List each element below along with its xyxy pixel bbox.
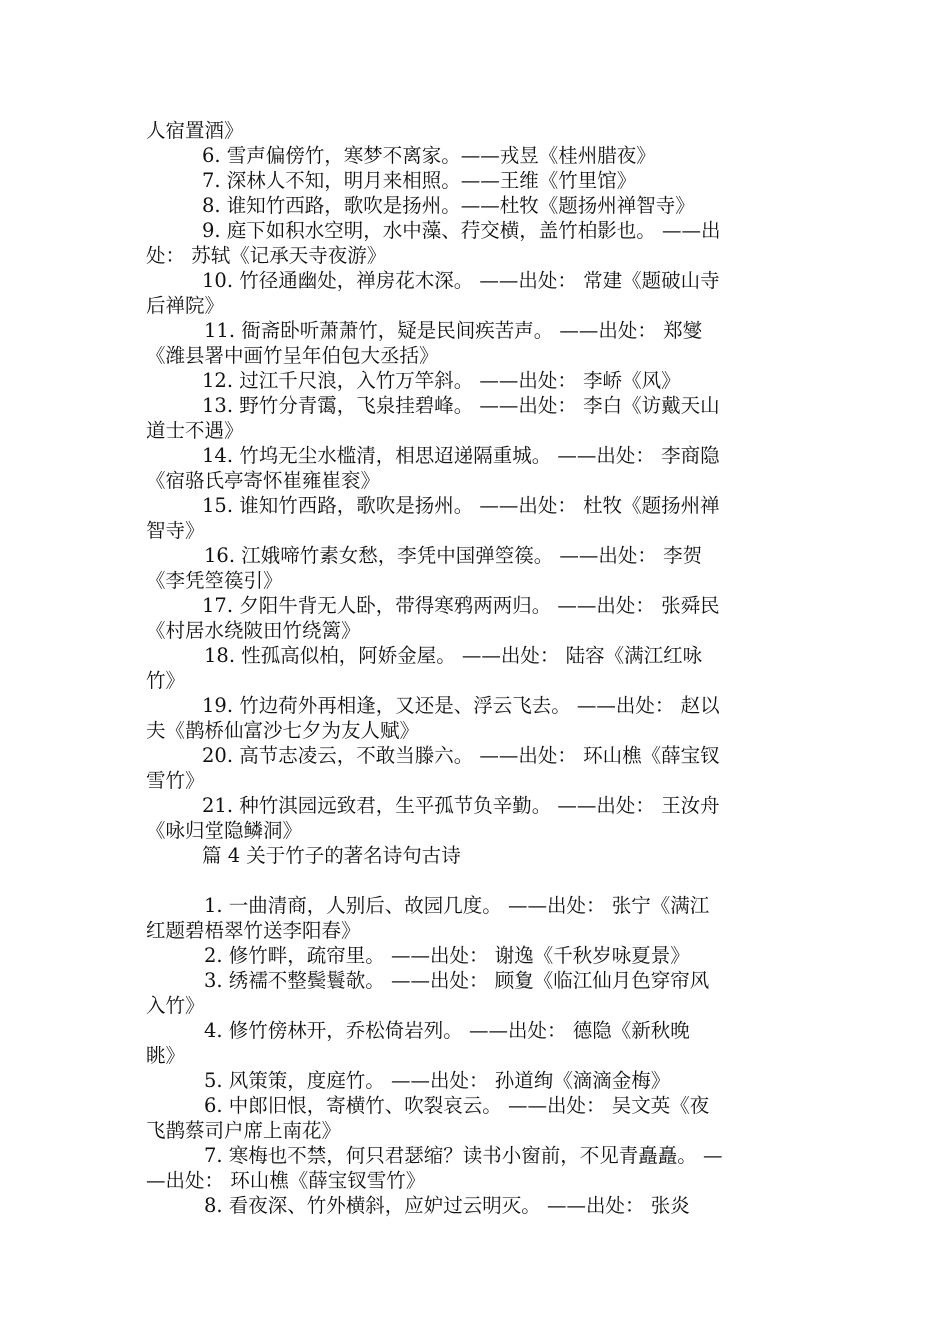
text-line: 6. 中郎旧恨，寄横竹、吹裂哀云。 ——出处： 吴文英《夜 — [204, 1094, 710, 1117]
text-line: 飞鹊蔡司户席上南花》 — [146, 1119, 342, 1142]
text-line: 夫《鹊桥仙富沙七夕为友人赋》 — [146, 719, 420, 742]
text-line: 《潍县署中画竹呈年伯包大丞括》 — [146, 344, 439, 367]
text-line: 眺》 — [146, 1044, 186, 1067]
text-line: 20. 高节志凌云，不敢当滕六。 ——出处： 环山樵《薛宝钗 — [202, 744, 720, 767]
text-line: 《村居水绕陂田竹绕篱》 — [146, 619, 361, 642]
text-line: 8. 谁知竹西路，歌吹是扬州。——杜牧《题扬州禅智寺》 — [202, 194, 695, 217]
text-line: 18. 性孤高似柏，阿娇金屋。 ——出处： 陆容《满江红咏 — [204, 644, 703, 667]
text-line: 7. 深林人不知，明月来相照。——王维《竹里馆》 — [202, 169, 637, 192]
text-line: 7. 寒梅也不禁，何只君瑟缩？读书小窗前，不见青矗矗。 — — [204, 1144, 723, 1167]
text-line: 2. 修竹畔，疏帘里。 ——出处： 谢逸《千秋岁咏夏景》 — [204, 944, 690, 967]
text-line: 8. 看夜深、竹外横斜，应妒过云明灭。 ——出处： 张炎 — [204, 1194, 690, 1217]
text-line: 14. 竹坞无尘水槛清，相思迢递隔重城。 ——出处： 李商隐 — [202, 444, 720, 467]
text-line: 16. 江娥啼竹素女愁，李凭中国弹箜篌。 ——出处： 李贺 — [204, 544, 703, 567]
text-line: 红题碧梧翠竹送李阳春》 — [146, 919, 361, 942]
text-line: 处： 苏轼《记承天寺夜游》 — [146, 244, 387, 267]
text-line: 17. 夕阳牛背无人卧，带得寒鸦两两归。 ——出处： 张舜民 — [202, 594, 720, 617]
text-line: 竹》 — [146, 669, 186, 692]
text-line: 15. 谁知竹西路，歌吹是扬州。 ——出处： 杜牧《题扬州禅 — [202, 494, 720, 517]
text-line: 1. 一曲清商，人别后、故园几度。 ——出处： 张宁《满江 — [204, 894, 710, 917]
text-line: 《李凭箜篌引》 — [146, 569, 283, 592]
text-line: 9. 庭下如积水空明，水中藻、荇交横，盖竹柏影也。 ——出 — [202, 219, 721, 242]
text-line: 《咏归堂隐鳞洞》 — [146, 819, 303, 842]
text-line: 4. 修竹傍林开，乔松倚岩列。 ——出处： 德隐《新秋晚 — [204, 1019, 690, 1042]
blank-line — [146, 868, 806, 893]
text-line: 19. 竹边荷外再相逢，又还是、浮云飞去。 ——出处： 赵以 — [202, 694, 720, 717]
text-line: 道士不遇》 — [146, 419, 244, 442]
text-line: 后禅院》 — [146, 294, 225, 317]
text-line: 21. 种竹淇园远致君，生平孤节负辛勤。 ——出处： 王汝舟 — [202, 794, 720, 817]
text-line: 3. 绣襦不整鬓鬟欹。 ——出处： 顾夐《临江仙月色穿帘风 — [204, 969, 710, 992]
text-line: 雪竹》 — [146, 769, 205, 792]
text-line: 智寺》 — [146, 519, 205, 542]
text-line: 《宿骆氏亭寄怀崔雍崔衮》 — [146, 469, 381, 492]
poem-list — [146, 118, 806, 1218]
text-line: 6. 雪声偏傍竹，寒梦不离家。——戎昱《桂州腊夜》 — [202, 144, 656, 167]
section-heading: 篇 4 关于竹子的著名诗句古诗 — [202, 844, 461, 867]
text-line: 11. 衙斋卧听萧萧竹，疑是民间疾苦声。 ——出处： 郑燮 — [204, 319, 703, 342]
text-line: 13. 野竹分青霭，飞泉挂碧峰。 ——出处： 李白《访戴天山 — [202, 394, 720, 417]
text-line: 入竹》 — [146, 994, 205, 1017]
text-line: 10. 竹径通幽处，禅房花木深。 ——出处： 常建《题破山寺 — [202, 269, 720, 292]
text-line: 人宿置酒》 — [146, 119, 244, 142]
text-line: 12. 过江千尺浪，入竹万竿斜。 ——出处： 李峤《风》 — [202, 369, 681, 392]
text-line: —出处： 环山樵《薛宝钗雪竹》 — [146, 1169, 426, 1192]
text-line: 5. 风策策，度庭竹。 ——出处： 孙道绚《滴滴金梅》 — [204, 1069, 671, 1092]
